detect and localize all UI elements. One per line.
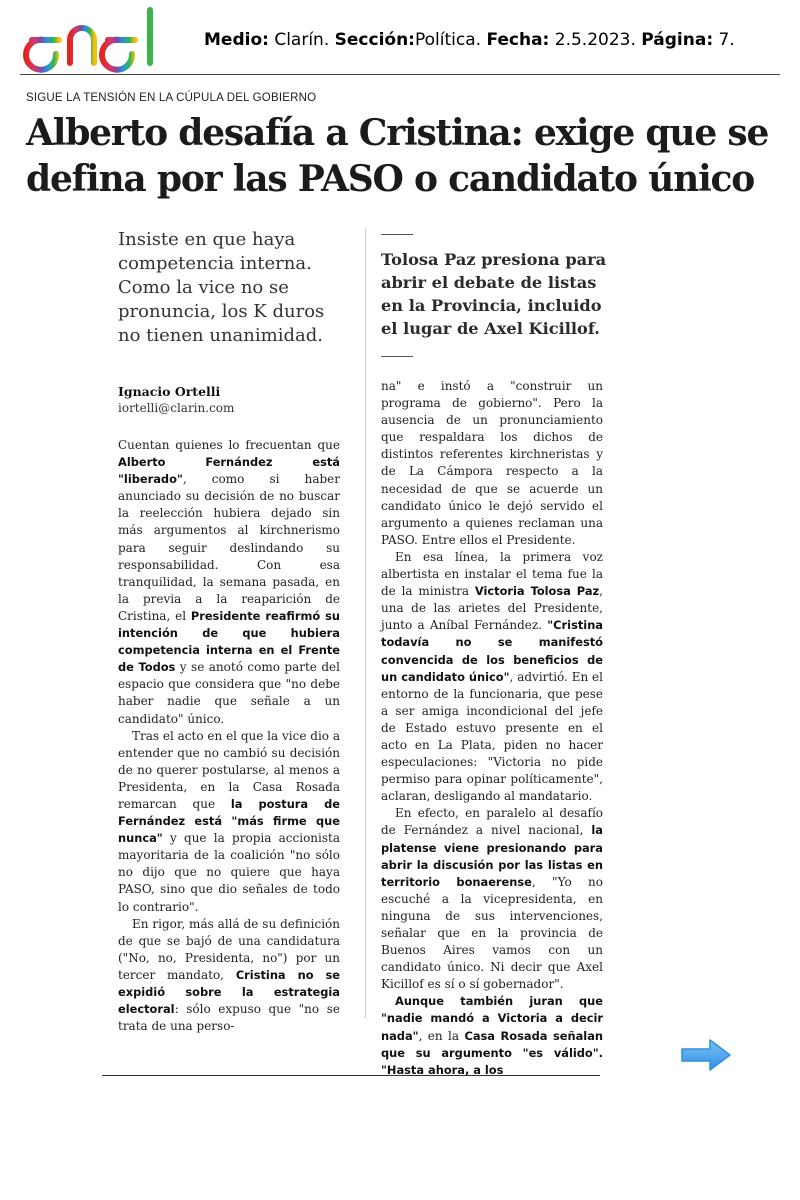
author-email: iortelli@clarin.com bbox=[118, 401, 235, 415]
article-pullquote: Tolosa Paz presiona para abrir el debate de listas en la Provincia, incluido el lugar de Axel Kicillof. bbox=[381, 250, 607, 338]
fecha-value: 2.5.2023. bbox=[554, 30, 636, 50]
paragraph: Tras el acto en el que la vice dio a entender que no cambió su decisión de no querer postularse, al menos a Presidenta, en la Casa Rosada remarcan que la postura de Fernández está "más firme que nunca" y que la propia accionista mayoritaria de la coalición "no sólo no dijo que no quiere que haya PASO, sino que dio señales de todo lo contrario". bbox=[118, 728, 340, 914]
pagina-value: 7. bbox=[718, 30, 735, 50]
seccion-value: Política. bbox=[414, 30, 482, 50]
article-column-left bbox=[118, 437, 341, 1034]
headline-line-2: defina por las PASO o candidato único bbox=[26, 158, 755, 200]
article-deck: Insiste en que haya competencia interna. Como la vice no se pronuncia, los K duros no tienen unanimidad. bbox=[118, 229, 325, 346]
paragraph: En efecto, en paralelo al desafío de Fernández a nivel nacional, la platense viene presionando para abrir la discusión por las listas en territorio bonaerense, "Yo no escuché a la vicepresidenta, en ninguna de sus intervenciones, señalar que en la provincia de Buenos Aires vamos con un candidato único. Ni decir que Axel Kicillof es sí o sí gobernador". bbox=[381, 806, 603, 992]
arrow-right-icon[interactable] bbox=[680, 1038, 732, 1072]
headline-line-1: Alberto desafía a Cristina: exige que se bbox=[26, 112, 769, 154]
enel-logo bbox=[16, 6, 180, 68]
paragraph: na" e instó a "construir un programa de gobierno". Pero la ausencia de un pronunciamiento que respaldara los dichos de distintos referentes kirchneristas y de La Cámpora respecto a la necesidad de que se acuerde un candidato único le dejó servido el argumento a quienes reclaman una PASO. Entre ellos el Presidente. bbox=[381, 379, 603, 547]
column-divider bbox=[365, 228, 366, 1018]
medio-label: Medio: bbox=[204, 30, 269, 50]
press-clipping-metadata bbox=[204, 30, 735, 50]
footer-divider bbox=[102, 1075, 600, 1076]
pagina-label: Página: bbox=[641, 30, 714, 50]
paragraph: En rigor, más allá de su definición de que se bajó de una candidatura ("No, no, Presidenta, no") por un tercer mandato, Cristina no se expidió sobre la estrategia electoral: sólo expuso que "no se trata de una perso- bbox=[118, 916, 340, 1034]
author-name: Ignacio Ortelli bbox=[118, 384, 221, 399]
fecha-label: Fecha: bbox=[486, 30, 550, 50]
paragraph: En esa línea, la primera voz albertista en instalar el tema fue la de la ministra Victoria Tolosa Paz, una de las arietes del Presidente, junto a Aníbal Fernández. "Cristina todavía no se manifestó convencida de los beneficios de un candidato único", advirtió. En el entorno de la funcionaria, que pese a ser amiga incondicional del jefe de Estado estuvo presente en el acto en La Plata, piden no hacer especulaciones: "Victoria no pide permiso para opinar políticamente", aclaran, desligando al mandatario. bbox=[381, 549, 603, 804]
header-divider bbox=[20, 74, 780, 75]
byline bbox=[118, 383, 234, 417]
pullquote-top-rule bbox=[381, 234, 413, 235]
pullquote-bottom-rule bbox=[381, 356, 413, 357]
article-column-right bbox=[381, 378, 603, 1077]
seccion-label: Sección: bbox=[334, 30, 415, 50]
medio-value: Clarín. bbox=[274, 30, 330, 50]
article-headline bbox=[26, 110, 776, 202]
paragraph: Cuentan quienes lo frecuentan que Alberto Fernández está "liberado", como si haber anunciado su decisión de no buscar la reelección hubiera dejado sin más argumentos al kirchnerismo para seguir deslindando su responsabilidad. Con esa tranquilidad, la semana pasada, en la previa a la reaparición de Cristina, el Presidente reafirmó su intención de que hubiera competencia interna en el Frente de Todos y se anotó como parte del espacio que considera que "no debe haber nadie que señale a un candidato" único. bbox=[118, 438, 341, 726]
paragraph: Aunque también juran que "nadie mandó a Victoria a decir nada", en la Casa Rosada señalan que su argumento "es válido". "Hasta ahora, a los bbox=[381, 994, 603, 1077]
article-kicker: SIGUE LA TENSIÓN EN LA CÚPULA DEL GOBIERNO bbox=[26, 92, 317, 104]
